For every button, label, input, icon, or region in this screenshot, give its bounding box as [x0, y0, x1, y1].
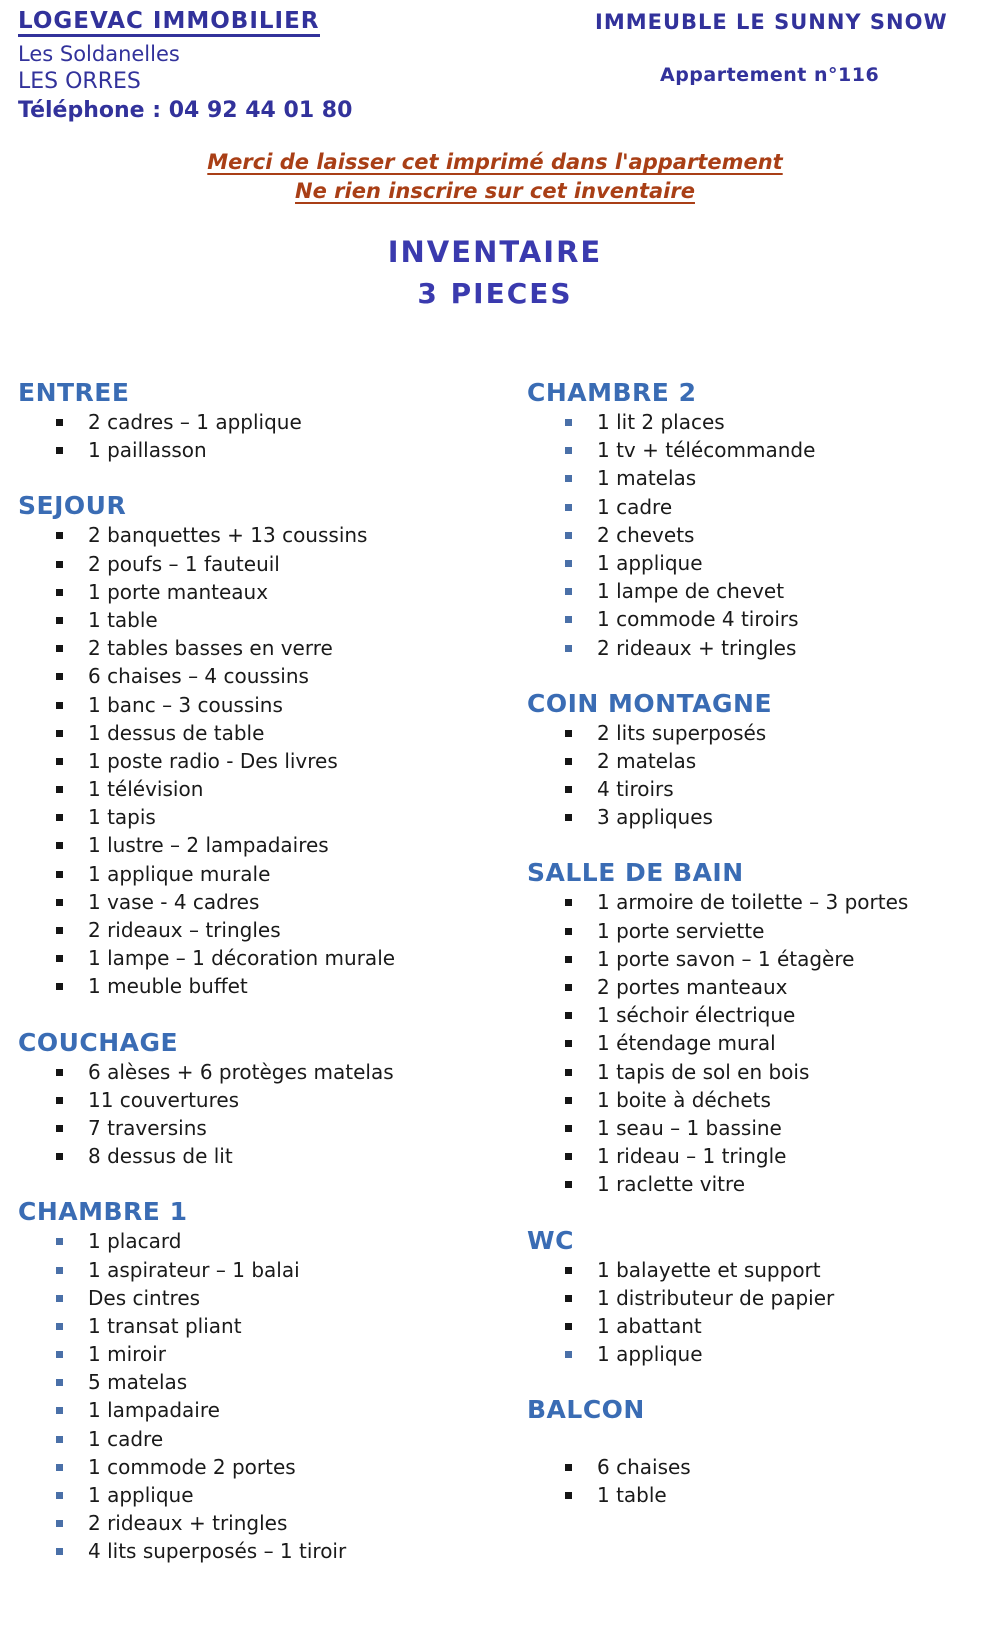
list-item [18, 1086, 513, 1114]
square-bullet-icon [565, 1153, 572, 1160]
list-item [527, 1029, 992, 1057]
list-item [527, 719, 992, 747]
square-bullet-icon [565, 899, 572, 906]
item-text: 1 lampe – 1 décoration murale [88, 946, 396, 971]
square-bullet-icon [56, 1125, 63, 1132]
item-text: 1 cadre [88, 1426, 164, 1451]
square-bullet-icon [565, 616, 572, 623]
list-item [18, 831, 513, 859]
section-header-balcon: BALCON [527, 1395, 645, 1425]
item-text: 1 rideau – 1 tringle [597, 1144, 787, 1169]
list-item [18, 1425, 513, 1453]
square-bullet-icon [56, 1379, 63, 1386]
list-item [527, 493, 992, 521]
list-item [18, 1256, 513, 1284]
square-bullet-icon [565, 928, 572, 935]
item-text: 1 placard [88, 1229, 182, 1254]
square-bullet-icon [565, 645, 572, 652]
item-text: 1 lit 2 places [597, 410, 725, 434]
list-item [18, 1481, 513, 1509]
item-text: 1 raclette vitre [597, 1172, 746, 1197]
list-item [527, 408, 992, 436]
item-text: 1 lampe de chevet [597, 579, 785, 604]
item-text: 2 cadres – 1 applique [88, 410, 302, 434]
item-text: 1 meuble buffet [88, 974, 248, 999]
list-item [18, 1227, 513, 1255]
list-item [18, 691, 513, 719]
square-bullet-icon [56, 1520, 63, 1527]
list-item [527, 1114, 992, 1142]
list-item [18, 1114, 513, 1142]
item-text: 2 chevets [597, 522, 695, 547]
list-item [527, 803, 992, 831]
square-bullet-icon [565, 1012, 572, 1019]
item-text: 1 télévision [88, 777, 204, 802]
list-item [527, 973, 992, 1001]
item-text: 1 cadre [597, 494, 673, 519]
square-bullet-icon [565, 758, 572, 765]
item-text: 1 paillasson [88, 438, 207, 463]
list-item [18, 436, 513, 464]
phone-line: Téléphone : 04 92 44 01 80 [18, 98, 353, 123]
item-text: 1 lustre – 2 lampadaires [88, 833, 329, 858]
list-item [18, 916, 513, 944]
square-bullet-icon [565, 1040, 572, 1047]
list-item [527, 577, 992, 605]
section-entree [18, 378, 513, 464]
apartment-number: Appartement n°116 [660, 64, 880, 86]
list-item [527, 1453, 992, 1481]
item-text: 1 boite à déchets [597, 1087, 771, 1112]
notice-block [0, 148, 990, 206]
square-bullet-icon [56, 1069, 63, 1076]
section-header-chambre-2: CHAMBRE 2 [527, 378, 697, 407]
item-text: 1 applique murale [88, 861, 271, 886]
item-text: 2 poufs – 1 fauteuil [88, 551, 280, 576]
list-item [527, 1058, 992, 1086]
item-text: 1 tapis de sol en bois [597, 1059, 810, 1084]
section-items-wc [527, 1256, 992, 1369]
square-bullet-icon [56, 1436, 63, 1443]
square-bullet-icon [56, 1323, 63, 1330]
list-item [18, 719, 513, 747]
list-item [527, 888, 992, 916]
square-bullet-icon [56, 983, 63, 990]
item-text: 1 commode 2 portes [88, 1454, 296, 1479]
list-item [18, 578, 513, 606]
right-column [527, 378, 992, 1510]
list-item [18, 1509, 513, 1537]
item-text: 1 distributeur de papier [597, 1285, 835, 1310]
item-text: 2 banquettes + 13 coussins [88, 523, 368, 548]
square-bullet-icon [56, 419, 63, 426]
section-items-sejour [18, 521, 513, 1000]
list-item [18, 662, 513, 690]
list-item [527, 775, 992, 803]
square-bullet-icon [565, 1464, 572, 1471]
square-bullet-icon [56, 899, 63, 906]
square-bullet-icon [565, 447, 572, 454]
square-bullet-icon [56, 955, 63, 962]
list-item [18, 1396, 513, 1424]
item-text: 1 table [88, 607, 158, 632]
list-item [18, 550, 513, 578]
section-header-salle-de-bain: SALLE DE BAIN [527, 858, 744, 888]
square-bullet-icon [56, 786, 63, 793]
list-item [18, 775, 513, 803]
square-bullet-icon [565, 1267, 572, 1274]
square-bullet-icon [565, 560, 572, 567]
section-header-coin-montagne: COIN MONTAGNE [527, 688, 773, 718]
item-text: 2 tables basses en verre [88, 636, 333, 661]
square-bullet-icon [565, 1125, 572, 1132]
section-items-chambre-2 [527, 408, 992, 662]
item-text: 6 chaises – 4 coussins [88, 664, 309, 689]
section-items-salle-de-bain [527, 888, 992, 1198]
item-text: 1 tapis [88, 805, 156, 830]
square-bullet-icon [565, 419, 572, 426]
item-text: 6 alèses + 6 protèges matelas [88, 1059, 394, 1084]
item-text: 4 lits superposés – 1 tiroir [88, 1539, 347, 1564]
section-items-coin-montagne [527, 719, 992, 832]
section-sejour [18, 491, 513, 1000]
square-bullet-icon [56, 758, 63, 765]
list-item [527, 1170, 992, 1198]
title-inventaire: INVENTAIRE [387, 235, 603, 269]
list-item [18, 1537, 513, 1565]
item-text: 1 porte manteaux [88, 579, 269, 604]
item-text: 8 dessus de lit [88, 1144, 233, 1169]
residence-name: Les Soldanelles [18, 42, 180, 66]
list-item [18, 944, 513, 972]
list-item [18, 1142, 513, 1170]
square-bullet-icon [56, 1153, 63, 1160]
item-text: 1 miroir [88, 1342, 166, 1367]
section-balcon [527, 1395, 992, 1509]
list-item [18, 747, 513, 775]
section-items-chambre-1 [18, 1227, 513, 1565]
list-item [527, 1001, 992, 1029]
square-bullet-icon [56, 730, 63, 737]
building-name: IMMEUBLE LE SUNNY SNOW [595, 10, 948, 34]
square-bullet-icon [565, 956, 572, 963]
list-item [527, 436, 992, 464]
square-bullet-icon [56, 1407, 63, 1414]
square-bullet-icon [56, 589, 63, 596]
list-item [527, 521, 992, 549]
square-bullet-icon [56, 1097, 63, 1104]
square-bullet-icon [56, 1548, 63, 1555]
item-text: 1 applique [597, 550, 703, 575]
city-name: LES ORRES [18, 69, 141, 94]
list-item [527, 464, 992, 492]
square-bullet-icon [56, 645, 63, 652]
section-items-balcon [527, 1453, 992, 1509]
item-text: 2 matelas [597, 748, 697, 773]
list-item [18, 803, 513, 831]
item-text: 2 lits superposés [597, 720, 767, 745]
section-salle-de-bain [527, 858, 992, 1198]
square-bullet-icon [565, 1295, 572, 1302]
section-chambre-2 [527, 378, 992, 662]
square-bullet-icon [565, 1069, 572, 1076]
item-text: 1 seau – 1 bassine [597, 1115, 782, 1140]
item-text: 1 lampadaire [88, 1398, 220, 1423]
square-bullet-icon [565, 730, 572, 737]
item-text: 1 armoire de toilette – 3 portes [597, 890, 909, 915]
list-item [527, 1086, 992, 1114]
section-items-couchage [18, 1058, 513, 1171]
item-text: 2 rideaux – tringles [88, 918, 281, 942]
square-bullet-icon [565, 814, 572, 821]
section-header-wc: WC [527, 1225, 574, 1255]
list-item [18, 1058, 513, 1086]
item-text: 2 portes manteaux [597, 975, 788, 999]
square-bullet-icon [56, 842, 63, 849]
notice-line-2: Ne rien inscrire sur cet inventaire [295, 179, 695, 203]
notice-line-1: Merci de laisser cet imprimé dans l'appartement [207, 150, 783, 174]
agency-name: LOGEVAC IMMOBILIER [18, 8, 320, 37]
section-header-chambre-1: CHAMBRE 1 [18, 1197, 188, 1227]
section-header-couchage: COUCHAGE [18, 1027, 179, 1057]
square-bullet-icon [56, 1267, 63, 1274]
square-bullet-icon [565, 1492, 572, 1499]
item-text: Des cintres [88, 1285, 201, 1310]
item-text: 1 vase - 4 cadres [88, 889, 260, 914]
square-bullet-icon [565, 984, 572, 991]
item-text: 1 balayette et support [597, 1257, 821, 1282]
document-title [0, 234, 990, 312]
list-item [18, 1453, 513, 1481]
list-item [527, 1312, 992, 1340]
agency-header-block [18, 8, 352, 125]
list-item [18, 634, 513, 662]
list-item [18, 521, 513, 549]
item-text: 1 porte serviette [597, 918, 765, 943]
list-item [18, 1368, 513, 1396]
item-text: 1 tv + télécommande [597, 438, 816, 463]
left-column [18, 378, 513, 1566]
item-text: 1 dessus de table [88, 720, 265, 745]
item-text: 3 appliques [597, 805, 713, 830]
square-bullet-icon [56, 561, 63, 568]
square-bullet-icon [565, 1181, 572, 1188]
item-text: 2 rideaux + tringles [88, 1511, 288, 1536]
square-bullet-icon [56, 871, 63, 878]
list-item [527, 747, 992, 775]
list-item [527, 605, 992, 633]
section-wc [527, 1226, 992, 1369]
list-item [527, 917, 992, 945]
list-item [18, 1284, 513, 1312]
square-bullet-icon [56, 1238, 63, 1245]
list-item [527, 1340, 992, 1368]
square-bullet-icon [56, 532, 63, 539]
square-bullet-icon [565, 786, 572, 793]
item-text: 1 abattant [597, 1313, 702, 1338]
square-bullet-icon [56, 702, 63, 709]
square-bullet-icon [56, 814, 63, 821]
list-item [18, 1312, 513, 1340]
item-text: 1 transat pliant [88, 1313, 242, 1338]
item-text: 1 porte savon – 1 étagère [597, 946, 855, 971]
square-bullet-icon [56, 1295, 63, 1302]
list-item [18, 972, 513, 1000]
square-bullet-icon [565, 1351, 572, 1358]
square-bullet-icon [565, 475, 572, 482]
item-text: 4 tiroirs [597, 777, 674, 802]
square-bullet-icon [565, 504, 572, 511]
list-item [527, 549, 992, 577]
square-bullet-icon [56, 1351, 63, 1358]
item-text: 1 poste radio - Des livres [88, 748, 338, 773]
title-pieces: 3 PIECES [417, 277, 573, 310]
list-item [18, 408, 513, 436]
square-bullet-icon [565, 588, 572, 595]
list-item [527, 634, 992, 662]
section-coin-montagne [527, 689, 992, 832]
square-bullet-icon [565, 1097, 572, 1104]
list-item [527, 945, 992, 973]
list-item [527, 1142, 992, 1170]
list-item [527, 1256, 992, 1284]
list-item [18, 606, 513, 634]
item-text: 5 matelas [88, 1370, 188, 1395]
section-couchage [18, 1028, 513, 1171]
item-text: 1 banc – 3 coussins [88, 692, 283, 717]
list-item [527, 1481, 992, 1509]
list-item [18, 888, 513, 916]
section-header-sejour: SEJOUR [18, 491, 127, 521]
section-header-entree: ENTREE [18, 378, 130, 407]
list-item [18, 1340, 513, 1368]
item-text: 1 commode 4 tiroirs [597, 607, 799, 632]
item-text: 11 couvertures [88, 1087, 240, 1112]
item-text: 1 applique [597, 1342, 703, 1367]
list-item [18, 860, 513, 888]
item-text: 1 matelas [597, 466, 697, 491]
section-chambre-1 [18, 1197, 513, 1565]
square-bullet-icon [56, 927, 63, 934]
item-text: 7 traversins [88, 1115, 207, 1140]
square-bullet-icon [56, 1492, 63, 1499]
square-bullet-icon [56, 447, 63, 454]
item-text: 2 rideaux + tringles [597, 635, 797, 660]
square-bullet-icon [56, 617, 63, 624]
square-bullet-icon [565, 1323, 572, 1330]
list-item [527, 1284, 992, 1312]
item-text: 1 table [597, 1483, 667, 1508]
square-bullet-icon [56, 673, 63, 680]
item-text: 6 chaises [597, 1455, 691, 1480]
item-text: 1 aspirateur – 1 balai [88, 1257, 300, 1282]
item-text: 1 étendage mural [597, 1031, 776, 1056]
square-bullet-icon [565, 532, 572, 539]
item-text: 1 applique [88, 1483, 194, 1507]
item-text: 1 séchoir électrique [597, 1003, 796, 1028]
square-bullet-icon [56, 1464, 63, 1471]
section-items-entree [18, 408, 513, 464]
